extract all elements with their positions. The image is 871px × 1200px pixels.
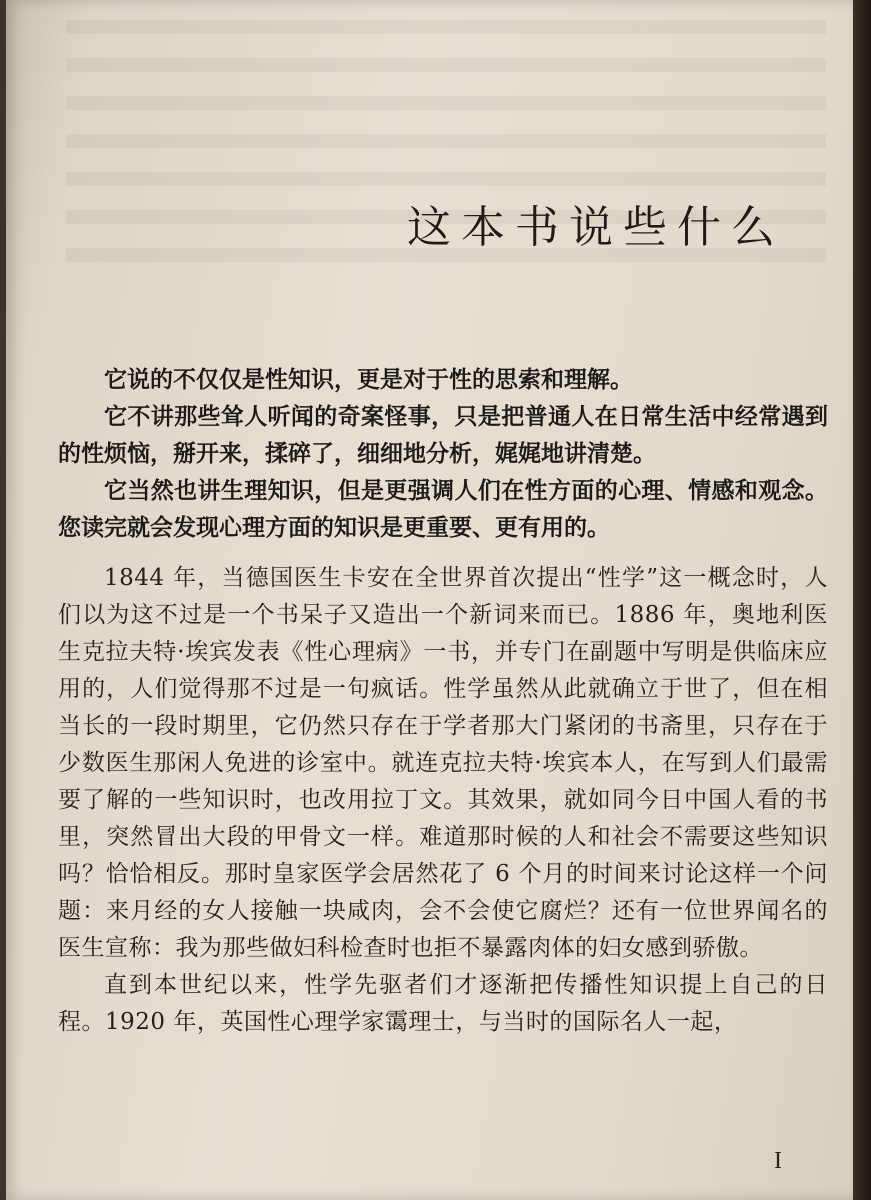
body-paragraph: 1844 年，当德国医生卡安在全世界首次提出“性学”这一概念时，人们以为这不过是一个书呆子又造出一个新词来而已。1886 年，奥地利医生克拉夫特·埃宾发表《性心理病》一书，并专门在副题中写明是供临床应用的，人们觉得那不过是一句疯话。性学虽然从此就确立于世了，但在相当长的一段时期里，它仍然只存在于学者那大门紧闭的书斋里，只存在于少数医生那闲人免进的诊室中。就连克拉夫特·埃宾本人，在写到人们最需要了解的一些知识时，也改用拉丁文。其效果，就如同今日中国人看的书里，突然冒出大段的甲骨文一样。难道那时候的人和社会不需要这些知识吗？恰恰相反。那时皇家医学会居然花了 6 个月的时间来讨论这样一个问题：来月经的女人接触一块咸肉，会不会使它腐烂？还有一位世界闻名的医生宣称：我为那些做妇科检查时也拒不暴露肉体的妇女感到骄傲。	[58, 565, 828, 961]
body-text	[58, 560, 828, 1041]
page-title: 这本书说些什么	[407, 202, 785, 254]
page-number: I	[774, 1148, 782, 1174]
intro-paragraph: 它不讲那些耸人听闻的奇案怪事，只是把普通人在日常生活中经常遇到的性烦恼，掰开来，揉碎了，细细地分析，娓娓地讲清楚。	[58, 404, 828, 467]
book-edge	[853, 0, 871, 1200]
body-paragraph: 直到本世纪以来，性学先驱者们才逐渐把传播性知识提上自己的日程。1920 年，英国性心理学家霭理士，与当时的国际名人一起，	[58, 972, 828, 1035]
intro-section	[58, 362, 828, 547]
intro-paragraph: 它当然也讲生理知识，但是更强调人们在性方面的心理、情感和观念。您读完就会发现心理方面的知识是更重要、更有用的。	[58, 478, 828, 541]
intro-paragraph: 它说的不仅仅是性知识，更是对于性的思索和理解。	[104, 367, 633, 393]
book-page	[6, 0, 855, 1200]
